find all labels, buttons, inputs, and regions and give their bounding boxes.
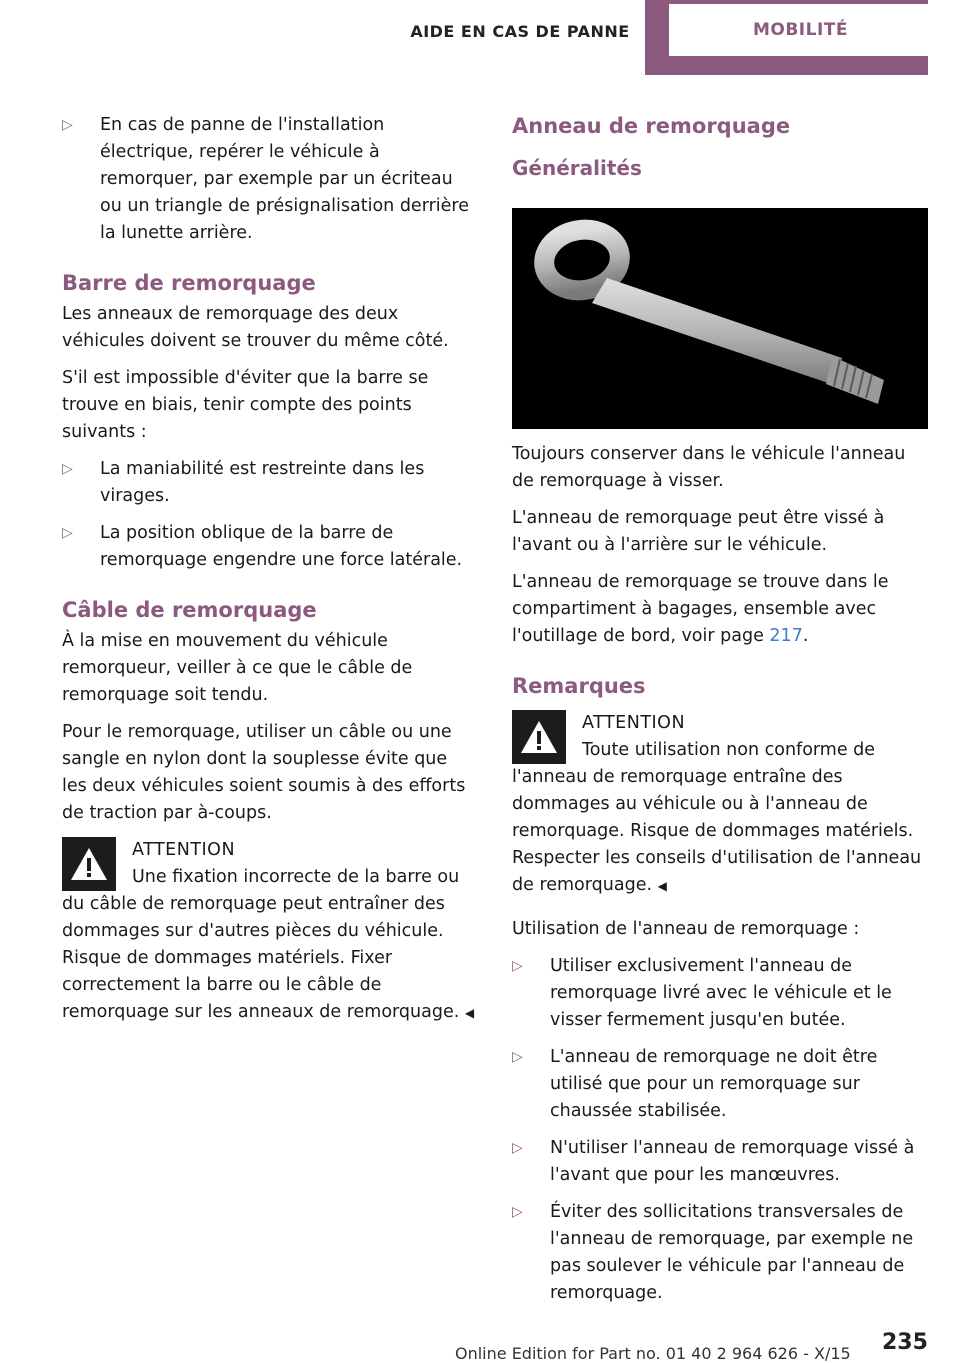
header-chapter-label: MOBILITÉ [669,4,932,56]
paragraph: À la mise en mouvement du véhicule remorqueur, veiller à ce que le câble de remorquage soit tendu. [62,631,413,705]
right-column [512,112,928,1317]
towing-eye-photo [512,208,928,429]
bullet-triangle-icon: ▷ [62,461,73,477]
list-item [62,456,477,510]
bullet-triangle-icon: ▷ [512,1049,523,1065]
paragraph-end: . [802,626,809,646]
section-title-remarques: Remarques [512,674,646,698]
section-title-barre: Barre de remorquage [62,271,316,295]
end-marker-icon: ◀ [464,1006,475,1020]
list-item [512,1135,928,1189]
paragraph: Utilisation de l'anneau de remorquage : [512,919,860,939]
list-item-text: N'utiliser l'anneau de remorquage vissé à l'avant que pour les manœuvres. [550,1138,915,1185]
list-item [512,1044,928,1125]
paragraph [512,569,928,650]
list-item-text: La maniabilité est restreinte dans les virages. [100,459,425,506]
paragraph: Pour le remorquage, utiliser un câble ou une sangle en nylon dont la souplesse évite que les deux véhicules soient soumis à des efforts de traction par à-coups. [62,722,466,823]
page-link[interactable]: 217 [769,626,803,646]
left-column [62,112,477,1037]
warning-heading: ATTENTION [132,840,236,860]
paragraph-text: L'anneau de remorquage se trouve dans le compartiment à bagages, ensemble avec l'outillage de bord, voir page [512,572,889,646]
section-title-anneau: Anneau de remorquage [512,114,791,138]
page-number: 235 [882,1330,928,1355]
paragraph: Toujours conserver dans le véhicule l'anneau de remorquage à visser. [512,444,906,491]
footer-edition-note: Online Edition for Part no. 01 40 2 964 626 - X/15 [455,1344,851,1363]
warning-triangle-icon [62,837,116,891]
list-item-text: Utiliser exclusivement l'anneau de remorquage livré avec le véhicule et le visser fermement jusqu'en butée. [550,956,892,1030]
list-item [62,520,477,574]
warning-text: Toute utilisation non conforme de l'anneau de remorquage entraîne des dommages au véhicule ou à l'anneau de remorquage. Risque de dommages matériels. Respecter les conseils d'utilisation de l'anneau de remorquage. [512,740,922,895]
list-item-text: L'anneau de remorquage ne doit être utilisé que pour un remorquage sur chaussée stabilisée. [550,1047,878,1121]
end-marker-icon: ◀ [657,879,667,893]
subsection-title-generalites: Généralités [512,156,642,180]
warning-triangle-icon [512,710,566,764]
list-item [62,112,477,247]
bullet-triangle-icon: ▷ [512,958,523,974]
warning-text: Une fixation incorrecte de la barre ou du câble de remorquage peut entraîner des dommages sur d'autres pièces du véhicule. Risque de dommages matériels. Fixer correctement la barre ou le câble de remorquage sur les anneaux de remorquage. [62,867,460,1022]
header-chapter-tab [645,0,928,75]
bullet-triangle-icon: ▷ [62,117,73,133]
warning-box [512,710,928,900]
warning-box [62,837,477,1027]
list-item [512,1199,928,1307]
paragraph: Les anneaux de remorquage des deux véhicules doivent se trouver du même côté. [62,304,449,351]
header-section-title: AIDE EN CAS DE PANNE [410,21,630,41]
bullet-triangle-icon: ▷ [62,525,73,541]
footer [0,1330,960,1362]
paragraph: L'anneau de remorquage peut être vissé à l'avant ou à l'arrière sur le véhicule. [512,508,885,555]
list-item-text: La position oblique de la barre de remorquage engendre une force latérale. [100,523,463,570]
section-title-cable: Câble de remorquage [62,598,317,622]
warning-heading: ATTENTION [582,713,686,733]
list-item-text: Éviter des sollicitations transversales de l'anneau de remorquage, par exemple ne pas soulever le véhicule par l'anneau de remorquage. [550,1202,914,1303]
bullet-triangle-icon: ▷ [512,1204,523,1220]
bullet-triangle-icon: ▷ [512,1140,523,1156]
list-item-text: En cas de panne de l'installation électrique, repérer le véhicule à remorquer, par exemple par un écriteau ou un triangle de présignalisation derrière la lunette arrière. [100,115,469,243]
list-item [512,953,928,1034]
paragraph: S'il est impossible d'éviter que la barre se trouve en biais, tenir compte des points suivants : [62,368,429,442]
